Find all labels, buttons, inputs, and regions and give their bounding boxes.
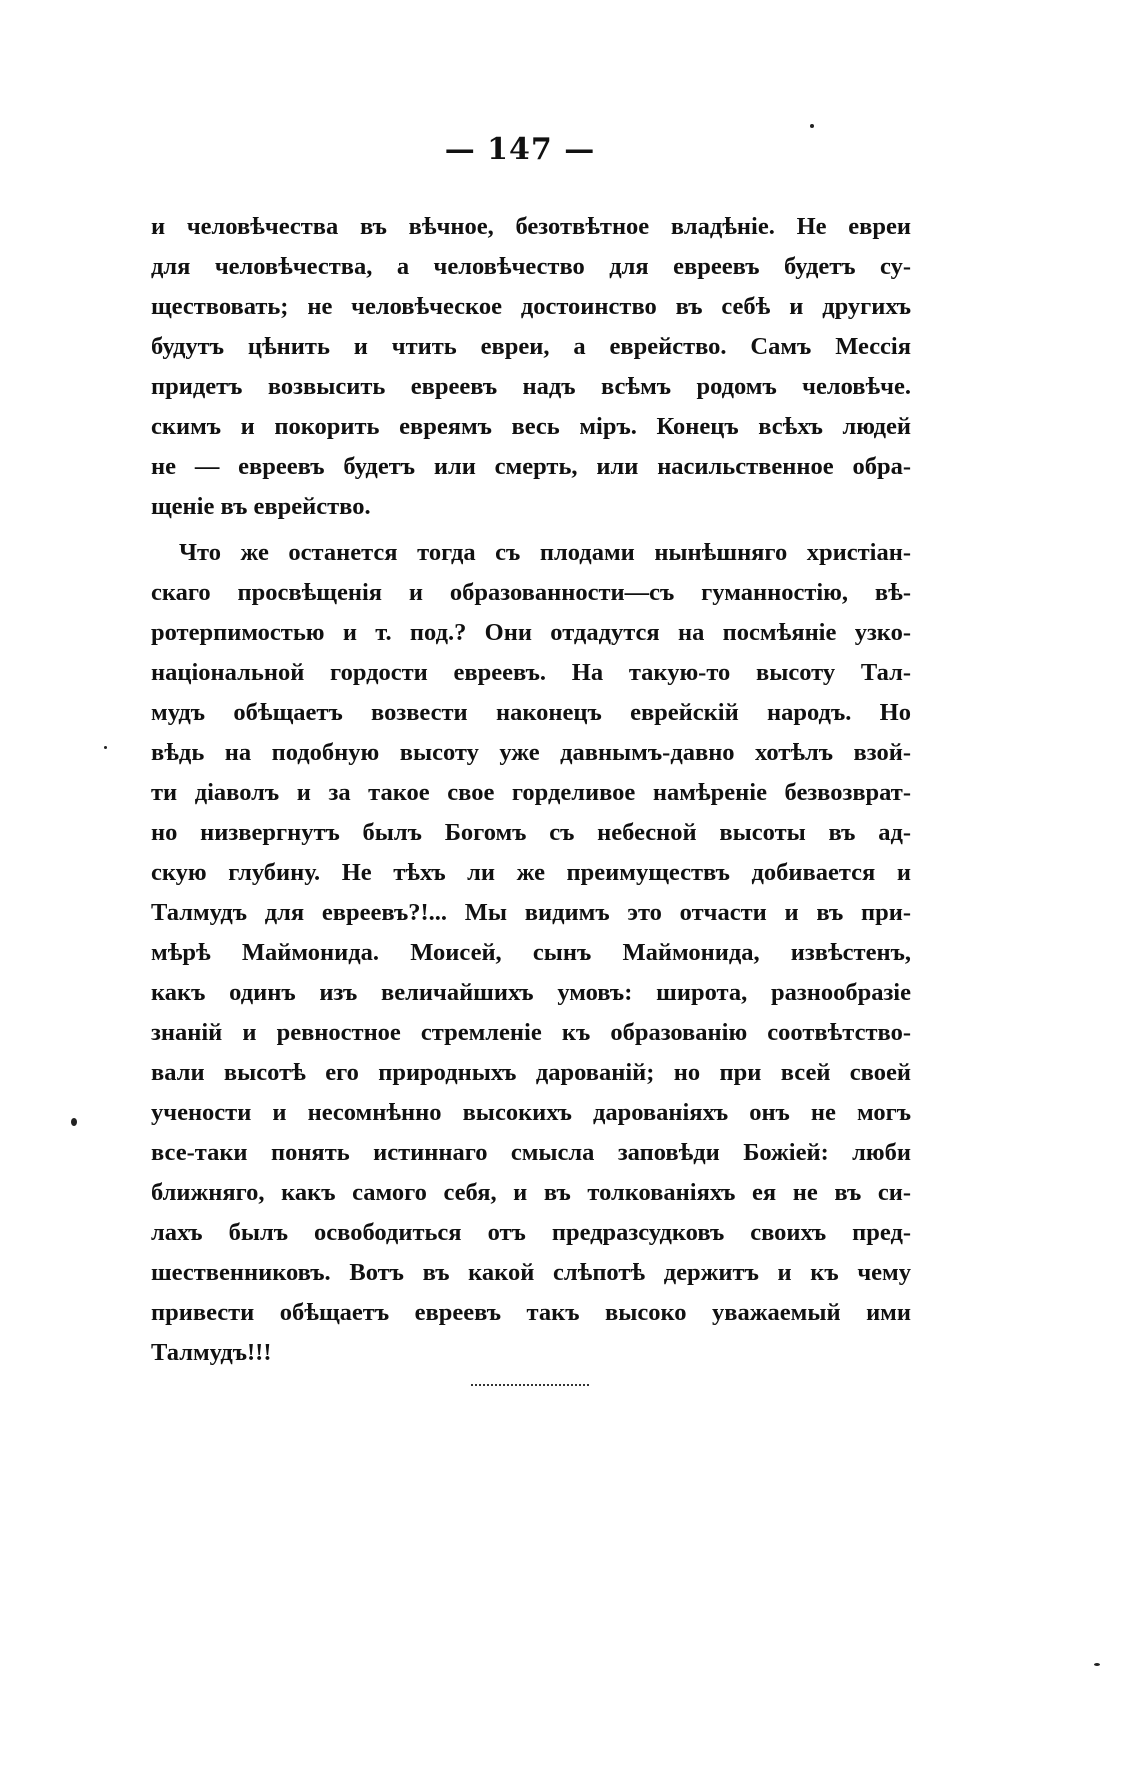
text-line: шественниковъ. Вотъ въ какой слѣпотѣ держитъ и къ чему (151, 1259, 911, 1286)
text-line: и человѣчества въ вѣчное, безотвѣтное владѣніе. Не евреи (151, 213, 911, 240)
text-line: Талмудъ!!! (151, 1339, 272, 1366)
text-line: ближняго, какъ самого себя, и въ толкованіяхъ ея не въ си- (151, 1179, 911, 1206)
text-line: Что же останется тогда съ плодами нынѣшняго христіан- (179, 539, 911, 566)
text-line: придетъ возвысить евреевъ надъ всѣмъ родомъ человѣче. (151, 373, 911, 400)
text-line: Талмудъ для евреевъ?!... Мы видимъ это отчасти и въ при- (151, 899, 911, 926)
text-line: но низвергнутъ былъ Богомъ съ небесной высоты въ ад- (151, 819, 911, 846)
text-line: вѣдь на подобную высоту уже давнымъ-давно хотѣлъ взой- (151, 739, 911, 766)
body-text (151, 207, 911, 1373)
text-line: ротерпимостью и т. под.? Они отдадутся на посмѣяніе узко- (151, 619, 911, 646)
text-line: мѣрѣ Маймонида. Моисей, сынъ Маймонида, извѣстенъ, (151, 939, 911, 966)
text-line: знаній и ревностное стремленіе къ образованію соотвѣтство- (151, 1019, 911, 1046)
text-line: учености и несомнѣнно высокихъ дарованіяхъ онъ не могъ (151, 1099, 911, 1126)
paragraph-1 (151, 207, 911, 527)
text-line: привести обѣщаетъ евреевъ такъ высоко уважаемый ими (151, 1299, 911, 1326)
text-line: не — евреевъ будетъ или смерть, или насильственное обра- (151, 453, 911, 480)
ink-speck (1094, 1663, 1100, 1666)
text-line: ществовать; не человѣческое достоинство въ себѣ и другихъ (151, 293, 911, 320)
ink-speck (810, 124, 814, 128)
text-line: скимъ и покорить евреямъ весь міръ. Конецъ всѣхъ людей (151, 413, 911, 440)
page-number: — 147 — (444, 132, 596, 167)
text-line: скую глубину. Не тѣхъ ли же преимуществъ добивается и (151, 859, 911, 886)
text-line: ти діаволъ и за такое свое горделивое намѣреніе безвозврат- (151, 779, 911, 806)
text-line: скаго просвѣщенія и образованности—съ гуманностію, вѣ- (151, 579, 911, 606)
text-line: какъ одинъ изъ величайшихъ умовъ: широта, разнообразіе (151, 979, 911, 1006)
text-line: мудъ обѣщаетъ возвести наконецъ еврейскій народъ. Но (151, 699, 911, 726)
text-line: для человѣчества, а человѣчество для евреевъ будетъ су- (151, 253, 911, 280)
ink-speck (104, 746, 107, 749)
text-line: будутъ цѣнить и чтить евреи, а еврейство. Самъ Мессія (151, 333, 911, 360)
text-line: вали высотѣ его природныхъ дарованій; но при всей своей (151, 1059, 911, 1086)
paragraph-2 (151, 533, 911, 1373)
section-separator (471, 1384, 589, 1386)
text-line: щеніе въ еврейство. (151, 493, 371, 520)
text-line: національной гордости евреевъ. На такую-то высоту Тал- (151, 659, 911, 686)
text-line: все-таки понять истиннаго смысла заповѣди Божіей: люби (151, 1139, 911, 1166)
text-line: лахъ былъ освободиться отъ предразсудковъ своихъ пред- (151, 1219, 911, 1246)
ink-speck (71, 1118, 77, 1126)
